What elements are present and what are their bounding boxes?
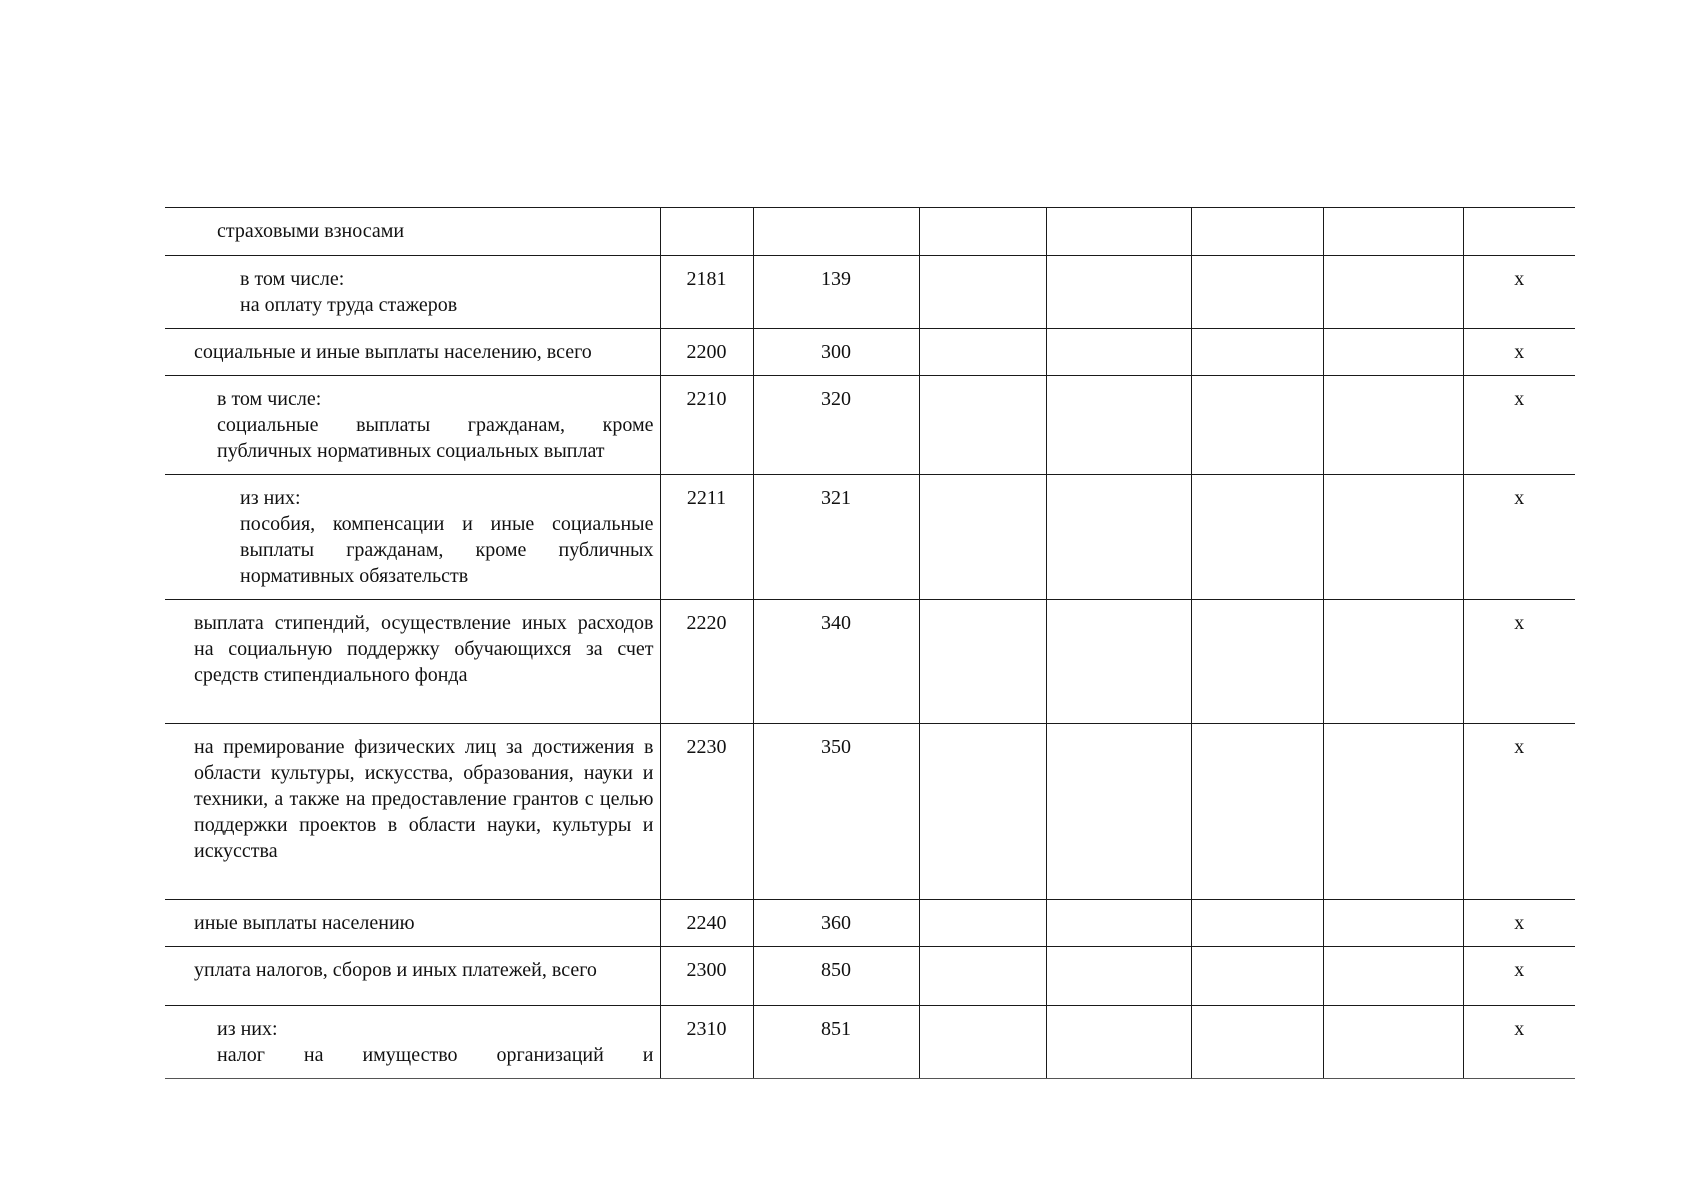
value-cell	[919, 600, 1046, 724]
value-cell	[1191, 1006, 1323, 1079]
value-cell	[1323, 947, 1463, 1006]
table-row	[165, 475, 1575, 600]
table-row	[165, 256, 1575, 329]
value-cell	[1046, 475, 1191, 600]
value-cell	[1046, 208, 1191, 256]
row-name: социальные выплаты гражданам, кроме публичных нормативных социальных выплат	[217, 414, 654, 462]
line-code-cell: 2240	[660, 900, 753, 947]
x-mark-cell: х	[1463, 947, 1575, 1006]
kbk-code-cell	[753, 208, 919, 256]
table-row	[165, 329, 1575, 376]
row-name-cell	[165, 724, 660, 900]
row-name-cell	[165, 900, 660, 947]
row-name-cell	[165, 376, 660, 475]
value-cell	[1046, 329, 1191, 376]
value-cell	[1046, 376, 1191, 475]
kbk-code-cell: 139	[753, 256, 919, 329]
row-name: страховыми взносами	[217, 220, 405, 242]
row-name-cell	[165, 256, 660, 329]
kbk-code-cell: 300	[753, 329, 919, 376]
value-cell	[1046, 600, 1191, 724]
value-cell	[1323, 376, 1463, 475]
row-name-cell	[165, 1006, 660, 1079]
value-cell	[919, 1006, 1046, 1079]
value-cell	[1191, 900, 1323, 947]
row-name-cell	[165, 600, 660, 724]
x-mark-cell: х	[1463, 376, 1575, 475]
kbk-code-cell: 320	[753, 376, 919, 475]
value-cell	[1323, 256, 1463, 329]
value-cell	[919, 947, 1046, 1006]
table-row	[165, 208, 1575, 256]
x-mark-cell: х	[1463, 900, 1575, 947]
value-cell	[919, 724, 1046, 900]
line-code-cell: 2200	[660, 329, 753, 376]
row-lead: в том числе:	[240, 268, 345, 290]
value-cell	[1323, 1006, 1463, 1079]
value-cell	[1046, 1006, 1191, 1079]
x-mark-cell	[1463, 208, 1575, 256]
value-cell	[919, 376, 1046, 475]
x-mark-cell: х	[1463, 256, 1575, 329]
row-name: выплата стипендий, осуществление иных расходов на социальную поддержку обучающихся за счет средств стипендиального фонда	[194, 612, 654, 686]
value-cell	[1323, 208, 1463, 256]
value-cell	[1191, 208, 1323, 256]
value-cell	[1191, 329, 1323, 376]
row-name: налог на имущество организаций и	[217, 1044, 654, 1066]
row-name-cell	[165, 208, 660, 256]
value-cell	[919, 208, 1046, 256]
row-name: на премирование физических лиц за достижения в области культуры, искусства, образования, науки и техники, а также на предоставление грантов с целью поддержки проектов в области науки, культуры и искусства	[194, 736, 654, 862]
row-name: пособия, компенсации и иные социальные выплаты гражданам, кроме публичных нормативных обязательств	[240, 513, 654, 587]
row-lead: из них:	[217, 1018, 278, 1040]
row-name-cell	[165, 475, 660, 600]
x-mark-cell: х	[1463, 600, 1575, 724]
line-code-cell: 2230	[660, 724, 753, 900]
kbk-code-cell: 340	[753, 600, 919, 724]
table-row	[165, 376, 1575, 475]
value-cell	[919, 329, 1046, 376]
value-cell	[1046, 724, 1191, 900]
row-name-cell	[165, 329, 660, 376]
value-cell	[1323, 600, 1463, 724]
row-lead: из них:	[240, 487, 301, 509]
kbk-code-cell: 360	[753, 900, 919, 947]
value-cell	[919, 900, 1046, 947]
line-code-cell: 2181	[660, 256, 753, 329]
value-cell	[1046, 947, 1191, 1006]
table-row	[165, 1006, 1575, 1079]
value-cell	[1191, 947, 1323, 1006]
row-name-cell	[165, 947, 660, 1006]
line-code-cell: 2210	[660, 376, 753, 475]
row-name: уплата налогов, сборов и иных платежей, всего	[194, 959, 597, 981]
line-code-cell: 2220	[660, 600, 753, 724]
value-cell	[1191, 376, 1323, 475]
line-code-cell	[660, 208, 753, 256]
table-row	[165, 947, 1575, 1006]
row-name: иные выплаты населению	[194, 912, 415, 934]
x-mark-cell: х	[1463, 724, 1575, 900]
value-cell	[1323, 475, 1463, 600]
value-cell	[1191, 256, 1323, 329]
value-cell	[919, 256, 1046, 329]
value-cell	[1323, 900, 1463, 947]
row-name: на оплату труда стажеров	[240, 294, 458, 316]
line-code-cell: 2211	[660, 475, 753, 600]
table-row	[165, 600, 1575, 724]
value-cell	[1191, 600, 1323, 724]
value-cell	[1323, 724, 1463, 900]
kbk-code-cell: 851	[753, 1006, 919, 1079]
value-cell	[1046, 900, 1191, 947]
row-lead: в том числе:	[217, 388, 322, 410]
line-code-cell: 2300	[660, 947, 753, 1006]
x-mark-cell: х	[1463, 475, 1575, 600]
row-name: социальные и иные выплаты населению, всего	[194, 341, 592, 363]
kbk-code-cell: 850	[753, 947, 919, 1006]
x-mark-cell: х	[1463, 329, 1575, 376]
expenditure-table	[165, 207, 1575, 1079]
value-cell	[1323, 329, 1463, 376]
value-cell	[1191, 475, 1323, 600]
kbk-code-cell: 321	[753, 475, 919, 600]
line-code-cell: 2310	[660, 1006, 753, 1079]
table-row	[165, 900, 1575, 947]
value-cell	[1191, 724, 1323, 900]
table-row	[165, 724, 1575, 900]
value-cell	[1046, 256, 1191, 329]
x-mark-cell: х	[1463, 1006, 1575, 1079]
kbk-code-cell: 350	[753, 724, 919, 900]
value-cell	[919, 475, 1046, 600]
